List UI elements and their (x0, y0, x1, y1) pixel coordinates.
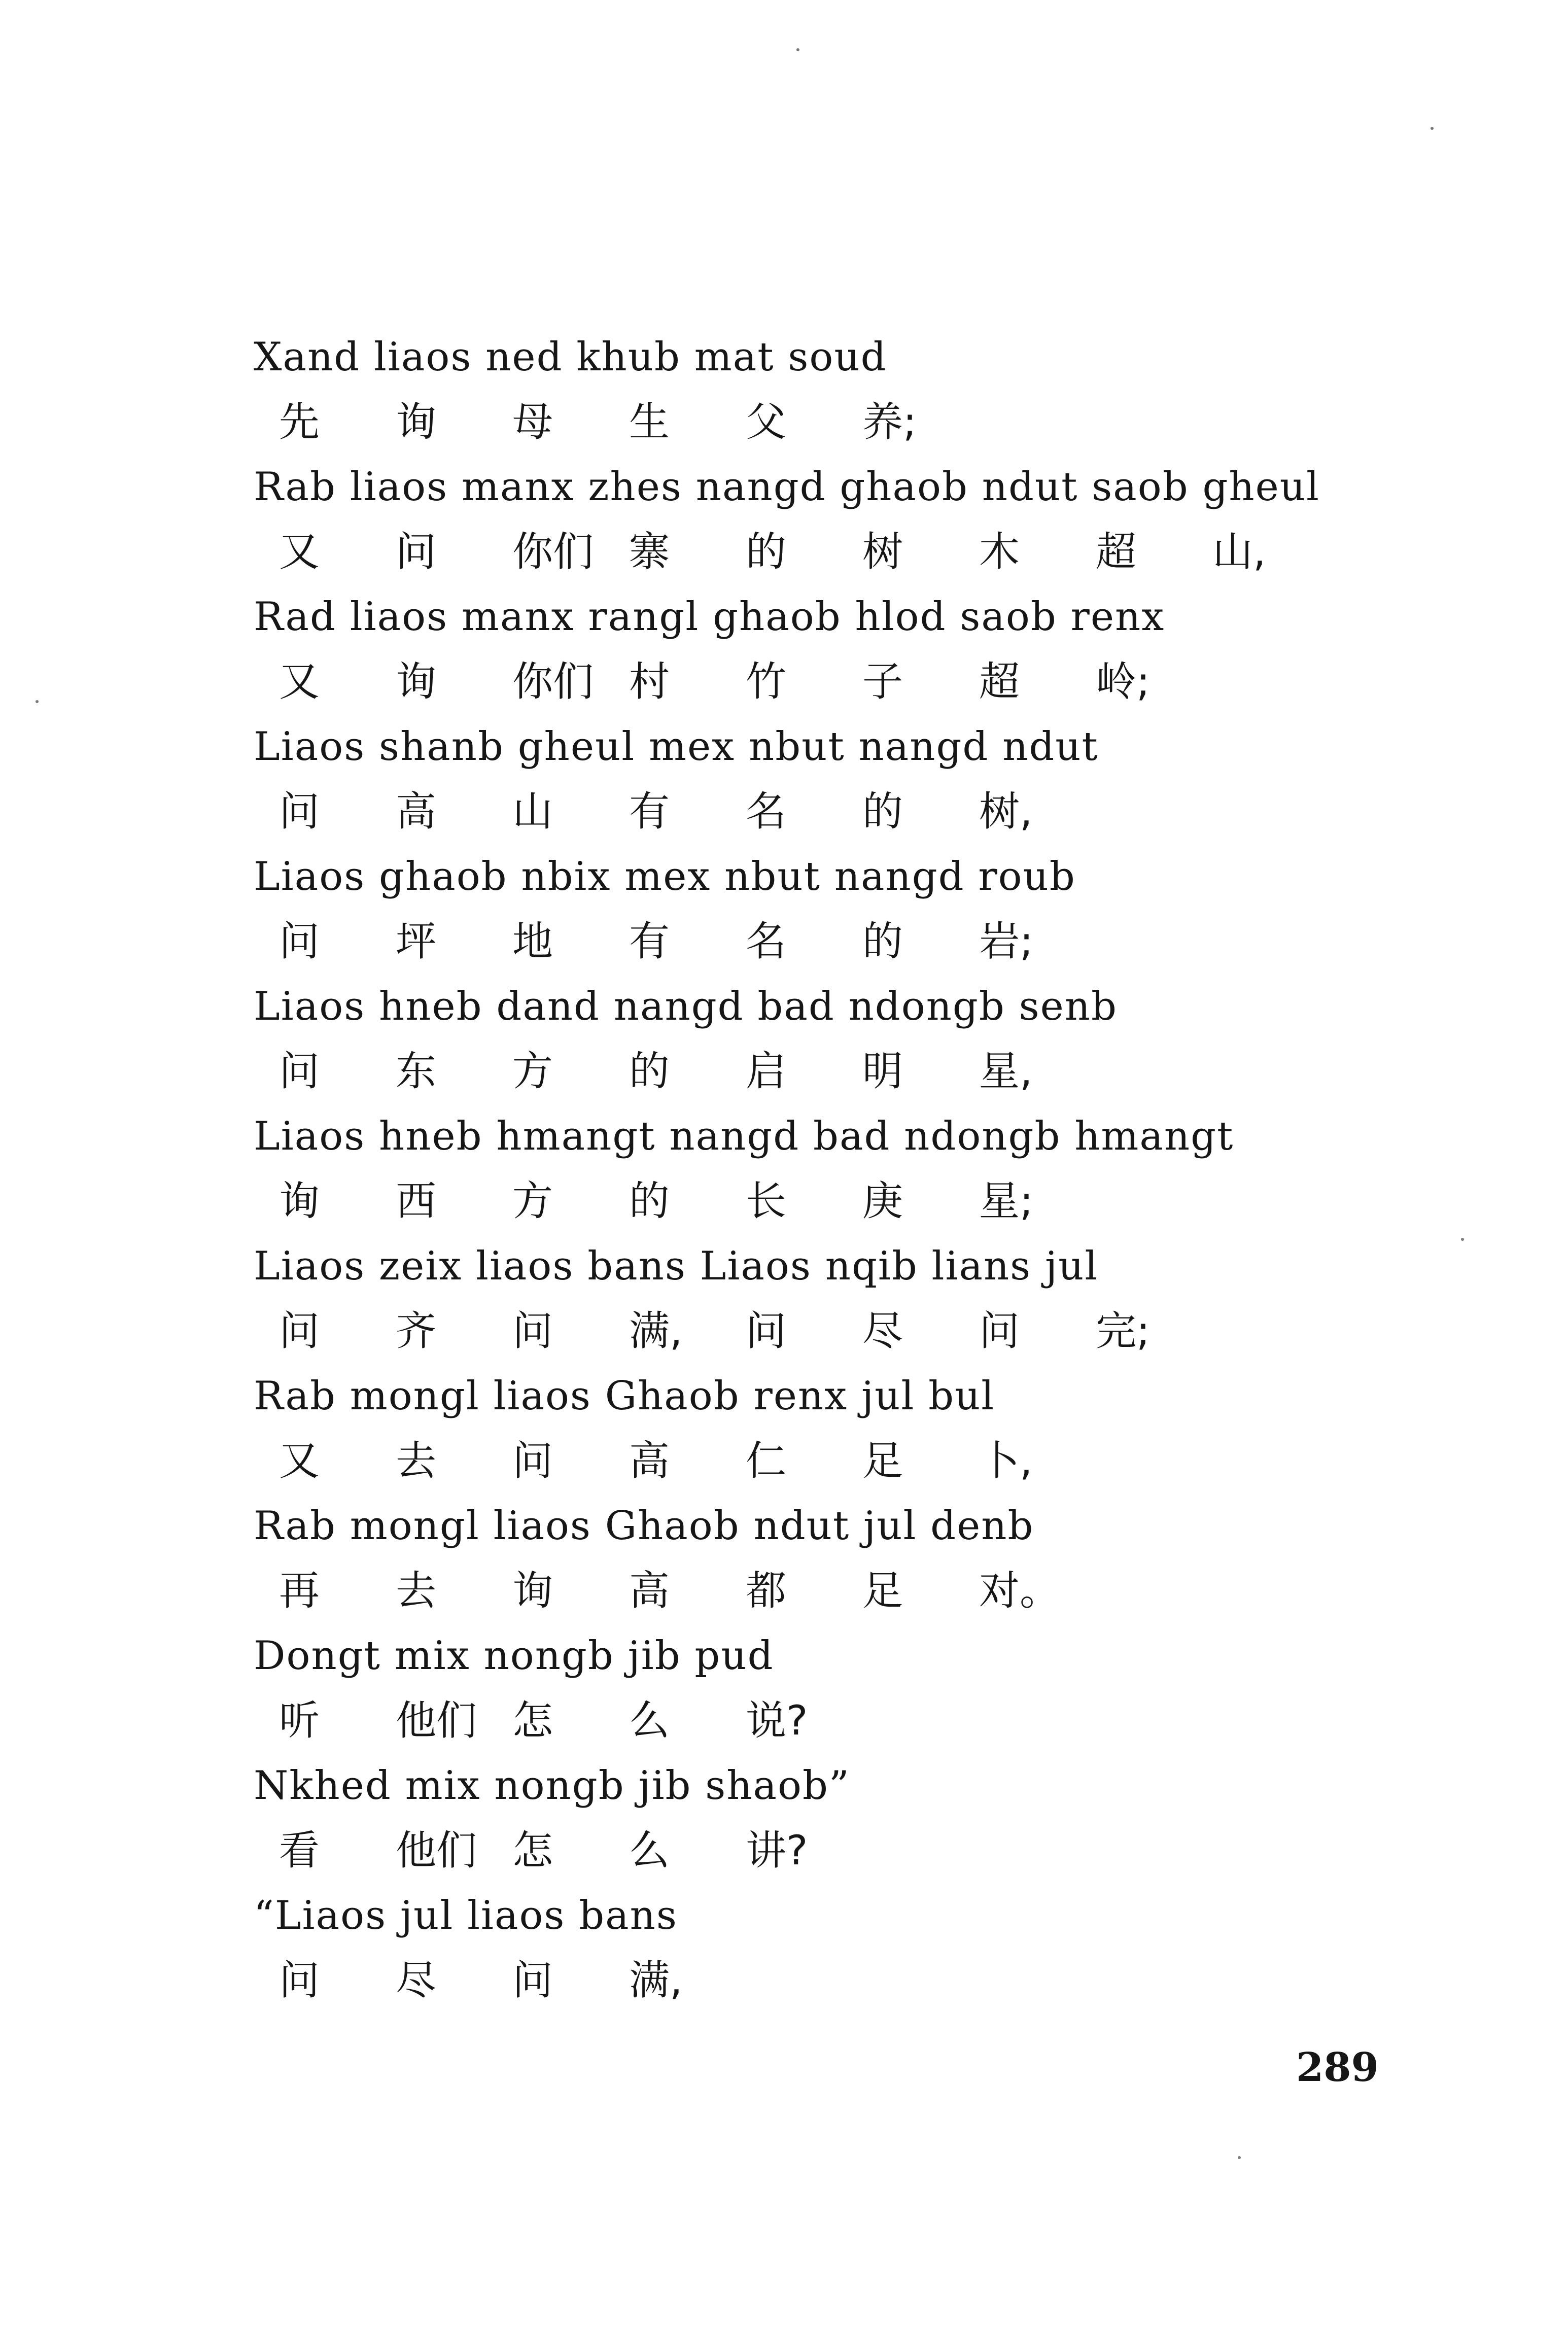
gloss-word: 方 (512, 1177, 553, 1225)
gloss-word: 东 (396, 1048, 436, 1095)
gloss-word: 村 (629, 658, 670, 705)
miao-line: Liaos hneb hmangt nangd bad ndongb hmangt (254, 1114, 1234, 1159)
gloss-word: 庚 (862, 1177, 903, 1225)
gloss-word: 问 (512, 1307, 553, 1355)
gloss-word: 寨 (629, 528, 670, 575)
gloss-word: 的 (746, 528, 786, 575)
gloss-word: 坪 (396, 918, 436, 965)
gloss-word: 高 (629, 1567, 670, 1614)
miao-line: Rab mongl liaos Ghaob ndut jul denb (254, 1503, 1034, 1549)
gloss-word: 去 (396, 1567, 436, 1614)
gloss-word: 地 (512, 918, 553, 965)
gloss-word: 满, (629, 1307, 683, 1355)
gloss-word: 树 (862, 528, 903, 575)
bilingual-poem (254, 325, 1471, 2013)
gloss-word: 你们 (512, 528, 594, 575)
gloss-word: 高 (629, 1437, 670, 1484)
gloss-word: 问 (279, 1307, 320, 1355)
gloss-word: 生 (629, 398, 670, 445)
gloss-word: 齐 (396, 1307, 436, 1355)
gloss-word: 的 (629, 1177, 670, 1225)
gloss-word: 方 (512, 1048, 553, 1095)
gloss-word: 问 (746, 1307, 786, 1355)
gloss-word: 的 (862, 788, 903, 835)
miao-line: Xand liaos ned khub mat soud (254, 334, 887, 380)
page-number: 289 (1296, 2044, 1379, 2091)
gloss-word: 怎 (512, 1697, 553, 1744)
gloss-word: 询 (396, 658, 436, 705)
gloss-word: 的 (629, 1048, 670, 1095)
gloss-word: 问 (512, 1957, 553, 2004)
chinese-gloss-line (254, 1039, 1471, 1104)
gloss-word: 询 (396, 398, 436, 445)
gloss-word: 他们 (396, 1827, 477, 1874)
gloss-word: 足 (862, 1437, 903, 1484)
chinese-gloss-line (254, 1688, 1471, 1753)
gloss-word: 都 (746, 1567, 786, 1614)
chinese-gloss-line (254, 1558, 1471, 1623)
gloss-word: 完; (1096, 1307, 1150, 1355)
gloss-word: 询 (279, 1177, 320, 1225)
miao-line: Liaos shanb gheul mex nbut nangd ndut (254, 724, 1099, 770)
chinese-gloss-line (254, 779, 1471, 844)
gloss-word: 启 (746, 1048, 786, 1095)
miao-line: Liaos ghaob nbix mex nbut nangd roub (254, 854, 1076, 899)
gloss-word: 名 (746, 788, 786, 835)
gloss-word: 子 (862, 658, 903, 705)
gloss-word: 星; (979, 1177, 1033, 1225)
gloss-word: 养; (862, 398, 917, 445)
gloss-word: 他们 (396, 1697, 477, 1744)
scan-speck (796, 48, 799, 51)
gloss-word: 问 (512, 1437, 553, 1484)
chinese-gloss-line (254, 390, 1471, 455)
gloss-word: 超 (979, 658, 1020, 705)
gloss-word: 尽 (396, 1957, 436, 2004)
scan-speck (36, 700, 39, 703)
gloss-word: 足 (862, 1567, 903, 1614)
gloss-word: 明 (862, 1048, 903, 1095)
gloss-word: 尽 (862, 1307, 903, 1355)
chinese-gloss-line (254, 1429, 1471, 1494)
gloss-word: 卜, (979, 1437, 1033, 1484)
gloss-word: 仁 (746, 1437, 786, 1484)
gloss-word: 超 (1096, 528, 1136, 575)
miao-line: Rab mongl liaos Ghaob renx jul bul (254, 1373, 995, 1419)
gloss-word: 长 (746, 1177, 786, 1225)
gloss-word: 名 (746, 918, 786, 965)
gloss-word: 对。 (979, 1567, 1060, 1614)
miao-line: Dongt mix nongb jib pud (254, 1633, 774, 1679)
gloss-word: 问 (279, 918, 320, 965)
gloss-word: 再 (279, 1567, 320, 1614)
scan-speck (1431, 127, 1434, 130)
scan-speck (1238, 2156, 1241, 2159)
gloss-word: 么 (629, 1827, 670, 1874)
gloss-word: 母 (512, 398, 553, 445)
gloss-word: 竹 (746, 658, 786, 705)
gloss-word: 问 (279, 1957, 320, 2004)
gloss-word: 问 (279, 1048, 320, 1095)
gloss-word: 高 (396, 788, 436, 835)
miao-line: Nkhed mix nongb jib shaob” (254, 1763, 850, 1809)
gloss-word: 讲? (746, 1827, 808, 1874)
gloss-word: 星, (979, 1048, 1033, 1095)
gloss-word: 岭; (1096, 658, 1150, 705)
chinese-gloss-line (254, 1299, 1471, 1364)
gloss-word: 看 (279, 1827, 320, 1874)
gloss-word: 问 (279, 788, 320, 835)
gloss-word: 说? (746, 1697, 808, 1744)
gloss-word: 木 (979, 528, 1020, 575)
gloss-word: 满, (629, 1957, 683, 2004)
miao-line: Liaos hneb dand nangd bad ndongb senb (254, 984, 1118, 1029)
chinese-gloss-line (254, 1818, 1471, 1883)
chinese-gloss-line (254, 909, 1471, 974)
gloss-word: 树, (979, 788, 1033, 835)
gloss-word: 先 (279, 398, 320, 445)
miao-line: Liaos zeix liaos bans Liaos nqib lians jul (254, 1243, 1099, 1289)
chinese-gloss-line (254, 649, 1471, 714)
gloss-word: 山 (512, 788, 553, 835)
scan-speck (1461, 1238, 1464, 1241)
miao-line: Rab liaos manx zhes nangd ghaob ndut saob gheul (254, 464, 1320, 510)
gloss-word: 的 (862, 918, 903, 965)
gloss-word: 有 (629, 788, 670, 835)
chinese-gloss-line (254, 1948, 1471, 2013)
gloss-word: 听 (279, 1697, 320, 1744)
gloss-word: 山, (1212, 528, 1266, 575)
miao-line: Rad liaos manx rangl ghaob hlod saob renx (254, 594, 1165, 640)
gloss-word: 询 (512, 1567, 553, 1614)
miao-line: “Liaos jul liaos bans (254, 1893, 678, 1938)
gloss-word: 又 (279, 1437, 320, 1484)
gloss-word: 问 (979, 1307, 1020, 1355)
gloss-word: 岩; (979, 918, 1033, 965)
gloss-word: 怎 (512, 1827, 553, 1874)
gloss-word: 父 (746, 398, 786, 445)
gloss-word: 又 (279, 528, 320, 575)
gloss-word: 么 (629, 1697, 670, 1744)
gloss-word: 有 (629, 918, 670, 965)
gloss-word: 去 (396, 1437, 436, 1484)
gloss-word: 西 (396, 1177, 436, 1225)
chinese-gloss-line (254, 1169, 1471, 1234)
gloss-word: 你们 (512, 658, 594, 705)
gloss-word: 问 (396, 528, 436, 575)
gloss-word: 又 (279, 658, 320, 705)
chinese-gloss-line (254, 519, 1471, 584)
